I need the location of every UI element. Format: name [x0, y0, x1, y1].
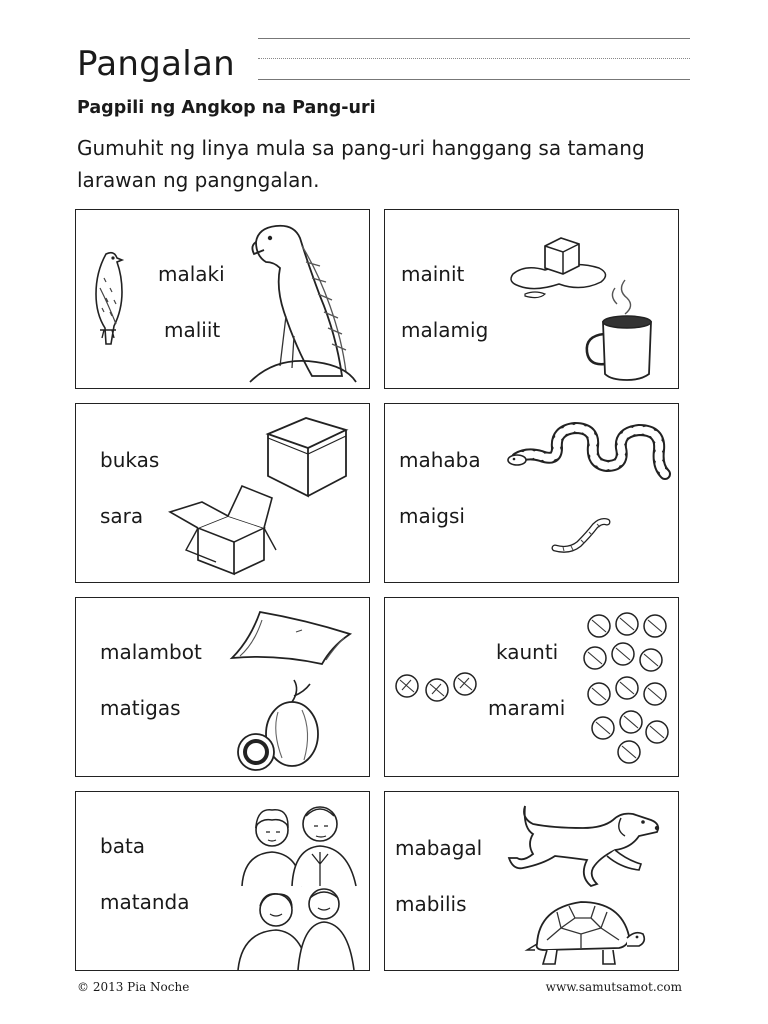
name-label: Pangalan [77, 44, 236, 84]
long-snake-icon [507, 418, 675, 484]
children-icon [232, 886, 362, 970]
pillow-icon [226, 606, 354, 668]
word-mabilis[interactable]: mabilis [395, 892, 467, 916]
worksheet-title: Pagpili ng Angkop na Pang-uri [77, 98, 376, 118]
card-temperature [384, 209, 679, 389]
word-bukas[interactable]: bukas [100, 448, 160, 472]
word-bata[interactable]: bata [100, 834, 146, 858]
word-maliit[interactable]: maliit [164, 318, 221, 342]
copyright-text: © 2013 Pia Noche [77, 980, 190, 994]
word-maigsi[interactable]: maigsi [399, 504, 465, 528]
website-link[interactable]: www.samutsamot.com [545, 980, 682, 994]
card-quantity [384, 597, 679, 777]
word-mahaba[interactable]: mahaba [399, 448, 481, 472]
running-dog-icon [503, 798, 667, 890]
word-malaki[interactable]: malaki [158, 262, 225, 286]
tortoise-icon [523, 890, 647, 968]
small-bird-icon [86, 248, 132, 352]
word-mainit[interactable]: mainit [401, 262, 465, 286]
word-matanda[interactable]: matanda [100, 890, 190, 914]
card-age [75, 791, 370, 971]
word-matigas[interactable]: matigas [100, 696, 181, 720]
eagle-icon [246, 216, 362, 384]
open-box-icon [168, 480, 278, 576]
short-worm-icon [549, 514, 613, 556]
card-softness [75, 597, 370, 777]
coconut-icon [232, 672, 322, 776]
name-write-lines[interactable] [258, 38, 690, 80]
word-malambot[interactable]: malambot [100, 640, 202, 664]
hot-mug-icon [581, 276, 665, 382]
instructions: Gumuhit ng linya mula sa pang-uri hanggang sa tamang larawan ng pangngalan. [77, 136, 645, 192]
many-marbles-icon [583, 606, 673, 768]
old-couple-icon [236, 796, 362, 888]
word-mabagal[interactable]: mabagal [395, 836, 483, 860]
word-kaunti[interactable]: kaunti [496, 640, 559, 664]
word-sara[interactable]: sara [100, 504, 144, 528]
card-size [75, 209, 370, 389]
card-length [384, 403, 679, 583]
card-speed [384, 791, 679, 971]
few-marbles-icon [393, 668, 481, 708]
card-open-closed [75, 403, 370, 583]
word-malamig[interactable]: malamig [401, 318, 489, 342]
word-marami[interactable]: marami [488, 696, 566, 720]
